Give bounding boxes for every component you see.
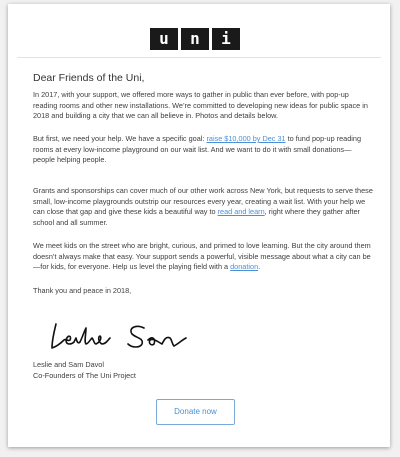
greeting: Dear Friends of the Uni,	[33, 72, 145, 84]
logo-letter-n: n	[190, 29, 200, 48]
paragraph-intro: In 2017, with your support, we offered more ways to gather in public than ever before, with pop-up reading rooms and other new installations. We’re committed to developing new ideas for public space in 2018 and building a city that we can all believe in. Photos and details below.	[33, 90, 368, 120]
donation-link[interactable]: donation	[230, 262, 259, 271]
paragraph-grants-text: Grants and sponsorships can cover much of our other work across New York, but requests to serve these small, low-income playgrounds outstrip our resources every year, creating a wait list. With your help we can close that gap and give these kids a beautiful way to	[33, 186, 373, 216]
signer-title: Co-Founders of The Uni Project	[33, 370, 136, 380]
uni-logo	[150, 27, 240, 51]
paragraph-kids-text: We meet kids on the street who are bright, curious, and primed to love learning. But the city around them doesn’t always make that easy. Your support sends a powerful, visible message about what a city can be—for kids, for everyone. Help us level the playing field with a	[33, 241, 371, 271]
signers	[33, 360, 136, 381]
logo-letter-i: i	[221, 29, 231, 48]
donate-now-button[interactable]: Donate now	[156, 399, 235, 425]
read-and-learn-link[interactable]: read and learn	[217, 207, 265, 216]
header-divider	[17, 57, 381, 58]
paragraph-goal-text: But first, we need your help. We have a specific goal:	[33, 134, 207, 143]
logo-box-u	[150, 28, 178, 50]
paragraph-kids-text-end: .	[258, 262, 261, 271]
logo-box-n	[181, 28, 209, 50]
logo-letter-u: u	[159, 29, 169, 48]
handwritten-signature	[48, 318, 198, 354]
email-card	[8, 4, 390, 447]
paragraph-grants-text-end: , right where they gather after school and all summer.	[33, 207, 360, 227]
paragraph-grants	[33, 186, 373, 228]
logo-box-i	[212, 28, 240, 50]
paragraph-thanks: Thank you and peace in 2018,	[33, 286, 132, 295]
paragraph-kids	[33, 241, 373, 273]
paragraph-goal	[33, 134, 373, 166]
paragraph-goal-text-end: to fund pop-up reading rooms at every low-income playground on our wait list. And we want to do it with small donations—people helping people.	[33, 134, 362, 164]
signer-names: Leslie and Sam Davol	[33, 360, 104, 369]
raise-goal-link[interactable]: raise $10,000 by Dec 31	[206, 134, 286, 143]
